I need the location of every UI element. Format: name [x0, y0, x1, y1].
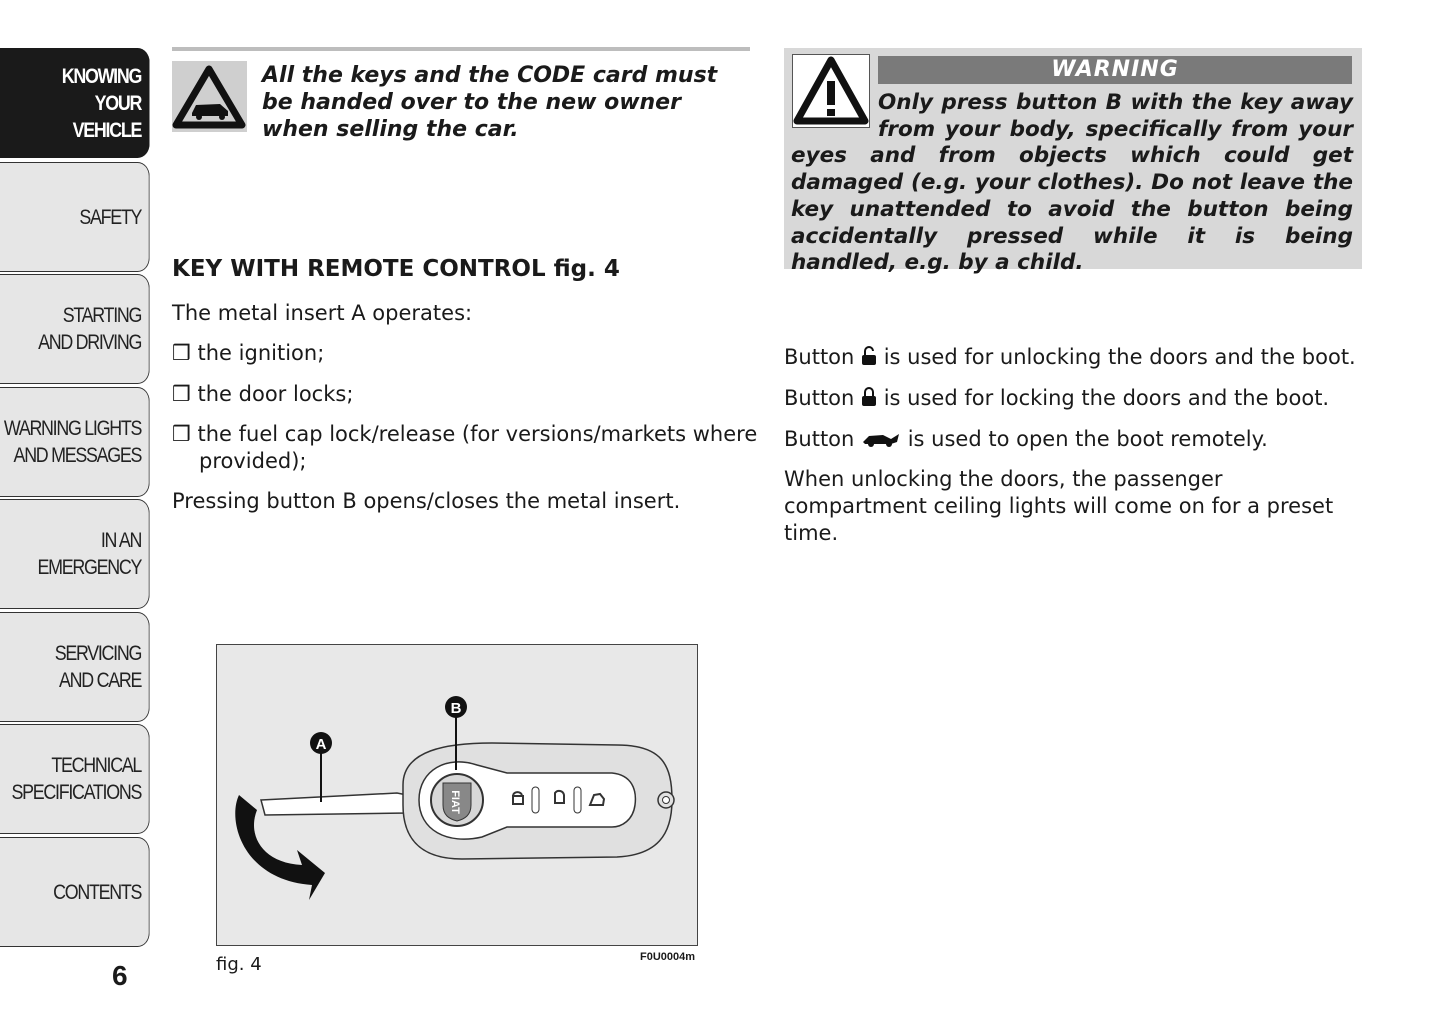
note-text: All the keys and the CODE card must be handed over to the new owner when selling the car.	[262, 63, 718, 142]
tab-servicing-and-care[interactable]: SERVICING AND CARE	[0, 612, 150, 722]
tab-technical-specifications[interactable]: TECHNICAL SPECIFICATIONS	[0, 724, 150, 834]
bullet-item: ❒ the ignition;	[172, 341, 325, 365]
tab-safety[interactable]: SAFETY	[0, 162, 150, 272]
label-a: A	[315, 736, 327, 753]
lock-icon	[861, 387, 877, 414]
tab-in-an-emergency[interactable]: IN AN EMERGENCY	[0, 499, 150, 609]
page-number: 6	[112, 960, 128, 991]
button-description: Button is used for locking the doors and the boot.	[784, 385, 1374, 414]
unlock-note: When unlocking the doors, the passenger compartment ceiling lights will come on for a preset time.	[784, 467, 1334, 545]
bullet-item: ❒ the fuel cap lock/release (for versions/markets where provided);	[172, 422, 758, 473]
warning-box	[784, 48, 1362, 276]
section-heading: KEY WITH REMOTE CONTROL fig. 4	[172, 256, 620, 282]
tab-warning-lights[interactable]: WARNING LIGHTS AND MESSAGES	[0, 387, 150, 497]
divider	[172, 47, 750, 51]
outro-text: Pressing button B opens/closes the metal insert.	[172, 489, 681, 513]
tab-contents[interactable]: CONTENTS	[0, 837, 150, 947]
button-description: Button is used for unlocking the doors and the boot.	[784, 344, 1374, 373]
warning-text: Only press button B with the key away from your body, specifically from your eyes and from objects which could get damaged (e.g. your clothes). Do not leave the key unattended to avoid the button being accidentally pressed while it is being handled, e.g. by a child.	[791, 90, 1353, 276]
figure-code: F0U0004m	[640, 951, 696, 963]
intro-text: The metal insert A operates:	[172, 301, 473, 325]
unlock-icon	[861, 346, 877, 373]
tab-starting-and-driving[interactable]: STARTING AND DRIVING	[0, 274, 150, 384]
label-b: B	[450, 700, 462, 717]
tab-knowing-your-vehicle[interactable]: KNOWING YOUR VEHICLE	[0, 48, 150, 158]
boot-icon	[861, 428, 901, 455]
bullet-item: ❒ the door locks;	[172, 382, 354, 406]
fiat-logo: FIAT	[449, 790, 461, 814]
car-warning-icon	[172, 61, 247, 132]
warning-title: WARNING	[878, 56, 1352, 84]
figure-caption: fig. 4	[216, 954, 262, 975]
key-figure	[216, 644, 698, 946]
button-description: Button is used to open the boot remotely.	[784, 426, 1374, 455]
